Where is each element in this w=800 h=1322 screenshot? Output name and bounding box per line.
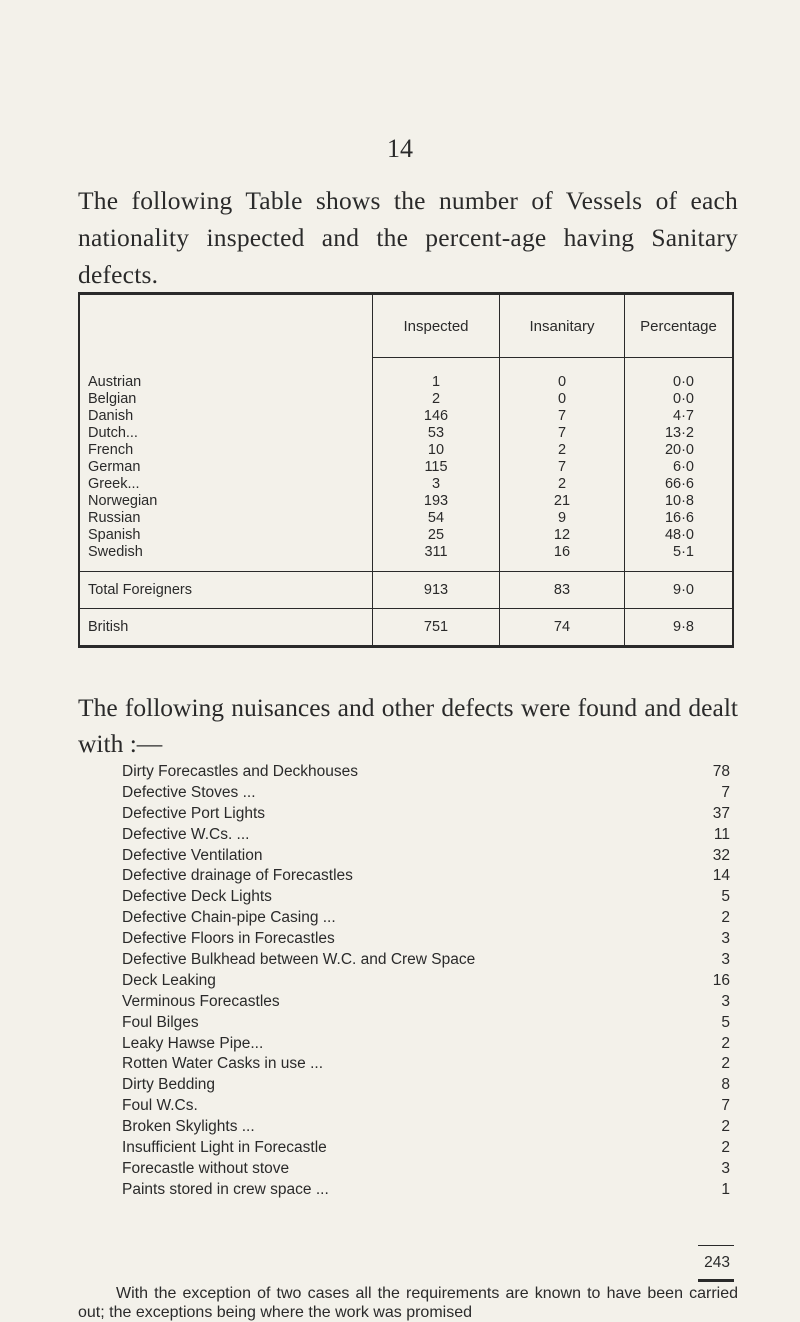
table-row (79, 544, 733, 572)
nuisance-count: 2 (721, 1118, 730, 1136)
cell-nationality (79, 358, 373, 392)
cell-insanitary: 7 (500, 408, 625, 425)
cell-nationality (79, 527, 373, 544)
list-item (122, 1034, 730, 1055)
table-row (79, 408, 733, 425)
table-row (79, 510, 733, 527)
header-insanitary: Insanitary (500, 294, 625, 358)
cell-insanitary: 0 (500, 391, 625, 408)
cell-insanitary: 2 (500, 442, 625, 459)
list-item (122, 783, 730, 804)
nationality-label: Greek... (88, 476, 140, 492)
cell-insanitary: 83 (500, 572, 625, 609)
list-item (122, 1075, 730, 1096)
list-item (122, 1013, 730, 1034)
header-percentage: Percentage (625, 294, 734, 358)
nuisance-label: Defective Stoves ... (122, 783, 256, 801)
nuisance-label: Defective Ventilation (122, 846, 263, 864)
nuisance-count: 37 (712, 804, 730, 822)
nationality-label: French (88, 442, 134, 458)
list-item (122, 846, 730, 867)
cell-inspected: 193 (373, 493, 500, 510)
cell-insanitary: 7 (500, 459, 625, 476)
nuisances-total: 243 (704, 1254, 730, 1271)
cell-insanitary: 7 (500, 425, 625, 442)
list-item (122, 950, 730, 971)
cell-inspected: 54 (373, 510, 500, 527)
nuisance-label: Foul W.Cs. (122, 1097, 198, 1115)
footnote-paragraph: With the exception of two cases all the requirements are known to have been carried out; the exceptions being where the work was promised (78, 1285, 738, 1321)
cell-percentage: 66·6 (625, 476, 734, 493)
nuisance-label: Defective Deck Lights (122, 888, 272, 906)
cell-percentage: 6·0 (625, 459, 734, 476)
nuisance-count: 16 (712, 971, 730, 989)
cell-nationality (79, 459, 373, 476)
nuisance-count: 3 (721, 1159, 730, 1177)
nationality-label: Dutch... (88, 425, 138, 441)
table-row (79, 425, 733, 442)
cell-nationality (79, 408, 373, 425)
nuisance-count: 78 (712, 763, 730, 780)
header-inspected: Inspected (373, 294, 500, 358)
cell-insanitary: 9 (500, 510, 625, 527)
nationality-label: Russian (88, 510, 141, 526)
list-item (122, 929, 730, 950)
list-item (122, 1054, 730, 1075)
nuisance-label: Rotten Water Casks in use ... (122, 1055, 324, 1073)
nuisance-label: Paints stored in crew space ... (122, 1180, 329, 1198)
nuisance-count: 32 (712, 846, 730, 864)
cell-insanitary: 0 (500, 358, 625, 392)
table-body (79, 358, 733, 647)
cell-percentage: 16·6 (625, 510, 734, 527)
table-row (79, 358, 733, 392)
cell-nationality (79, 510, 373, 527)
cell-inspected: 146 (373, 408, 500, 425)
nuisance-count: 1 (721, 1180, 730, 1198)
total-rule-bottom (698, 1279, 734, 1282)
nuisance-label: Defective Bulkhead between W.C. and Crew Space (122, 951, 476, 969)
nuisance-count: 7 (721, 783, 730, 801)
nuisance-label: Foul Bilges (122, 1013, 199, 1031)
nuisance-label: Insufficient Light in Forecastle (122, 1139, 327, 1157)
cell-percentage: 0·0 (625, 391, 734, 408)
table-header-row (79, 294, 733, 358)
list-item (122, 762, 730, 783)
nuisance-count: 14 (712, 867, 730, 885)
nationality-label: Swedish (88, 544, 143, 560)
list-item (122, 1159, 730, 1180)
nuisance-count: 3 (721, 930, 730, 948)
nuisance-label: Defective Chain-pipe Casing ... (122, 909, 336, 927)
list-item (122, 866, 730, 887)
cell-percentage: 9·0 (625, 572, 734, 609)
cell-nationality (79, 476, 373, 493)
nuisance-count: 11 (713, 825, 730, 843)
cell-inspected: 913 (373, 572, 500, 609)
cell-nationality (79, 425, 373, 442)
table-row (79, 572, 733, 609)
cell-percentage: 4·7 (625, 408, 734, 425)
vessels-table (78, 292, 734, 648)
cell-percentage: 10·8 (625, 493, 734, 510)
cell-percentage: 0·0 (625, 358, 734, 392)
nuisance-label: Defective W.Cs. ... (122, 825, 250, 843)
cell-inspected: 311 (373, 544, 500, 572)
list-item (122, 804, 730, 825)
nuisance-count: 5 (721, 888, 730, 906)
nuisance-count: 2 (721, 909, 730, 927)
list-item (122, 1096, 730, 1117)
cell-nationality (79, 544, 373, 572)
nuisance-label: Defective Floors in Forecastles (122, 930, 335, 948)
list-item (122, 992, 730, 1013)
nuisance-list (122, 762, 730, 1201)
list-item (122, 1180, 730, 1201)
cell-insanitary: 74 (500, 609, 625, 647)
nationality-label: Spanish (88, 527, 141, 543)
list-item (122, 1138, 730, 1159)
list-item (122, 825, 730, 846)
nationality-label: Norwegian (88, 493, 158, 509)
nuisance-label: Defective Port Lights (122, 804, 266, 822)
nuisance-count: 8 (721, 1076, 730, 1094)
cell-percentage: 13·2 (625, 425, 734, 442)
nuisance-count: 3 (721, 951, 730, 969)
nuisance-label: Dirty Bedding (122, 1076, 216, 1094)
cell-nationality (79, 391, 373, 408)
cell-inspected: 115 (373, 459, 500, 476)
nationality-label: Belgian (88, 391, 137, 407)
nationality-label: Total Foreigners (88, 582, 192, 598)
cell-inspected: 751 (373, 609, 500, 647)
cell-inspected: 53 (373, 425, 500, 442)
list-item (122, 971, 730, 992)
cell-nationality (79, 609, 373, 647)
table-row (79, 459, 733, 476)
cell-percentage: 9·8 (625, 609, 734, 647)
cell-inspected: 25 (373, 527, 500, 544)
cell-insanitary: 12 (500, 527, 625, 544)
nuisance-count: 2 (721, 1034, 730, 1052)
intro-paragraph: The following Table shows the number of Vessels of each nationality inspected and the percent-age having Sanitary defects. (78, 186, 738, 289)
nuisance-count: 3 (721, 992, 730, 1010)
list-item (122, 1117, 730, 1138)
nuisance-label: Forecastle without stove (122, 1159, 290, 1177)
list-item (122, 908, 730, 929)
cell-inspected: 2 (373, 391, 500, 408)
nuisance-label: Deck Leaking (122, 971, 216, 989)
cell-nationality (79, 442, 373, 459)
table-row (79, 527, 733, 544)
cell-insanitary: 21 (500, 493, 625, 510)
nationality-label: Austrian (88, 373, 142, 390)
nuisance-label: Defective drainage of Forecastles (122, 867, 353, 885)
nationality-label: German (88, 459, 141, 475)
nationality-label: British (88, 619, 129, 635)
nuisance-count: 2 (721, 1055, 730, 1073)
nuisances-heading: The following nuisances and other defects were found and dealt with :— (78, 693, 738, 758)
nuisance-count: 2 (721, 1139, 730, 1157)
nuisance-label: Dirty Forecastles and Deckhouses (122, 763, 359, 780)
table-row (79, 391, 733, 408)
table-row (79, 493, 733, 510)
header-nationality (79, 294, 373, 358)
cell-nationality (79, 572, 373, 609)
table-row (79, 442, 733, 459)
cell-insanitary: 2 (500, 476, 625, 493)
table-row (79, 609, 733, 647)
nuisance-label: Broken Skylights ... (122, 1118, 255, 1136)
table-row (79, 476, 733, 493)
cell-insanitary: 16 (500, 544, 625, 572)
nationality-label: Danish (88, 408, 134, 424)
nuisance-label: Leaky Hawse Pipe... (122, 1034, 264, 1052)
list-item (122, 887, 730, 908)
nuisance-count: 7 (721, 1097, 730, 1115)
nuisance-count: 5 (721, 1013, 730, 1031)
nuisance-label: Verminous Forecastles (122, 992, 280, 1010)
total-rule-top (698, 1245, 734, 1246)
cell-percentage: 48·0 (625, 527, 734, 544)
cell-inspected: 1 (373, 358, 500, 392)
page-number: 14 (387, 134, 413, 163)
cell-inspected: 3 (373, 476, 500, 493)
cell-nationality (79, 493, 373, 510)
cell-percentage: 5·1 (625, 544, 734, 572)
cell-percentage: 20·0 (625, 442, 734, 459)
cell-inspected: 10 (373, 442, 500, 459)
